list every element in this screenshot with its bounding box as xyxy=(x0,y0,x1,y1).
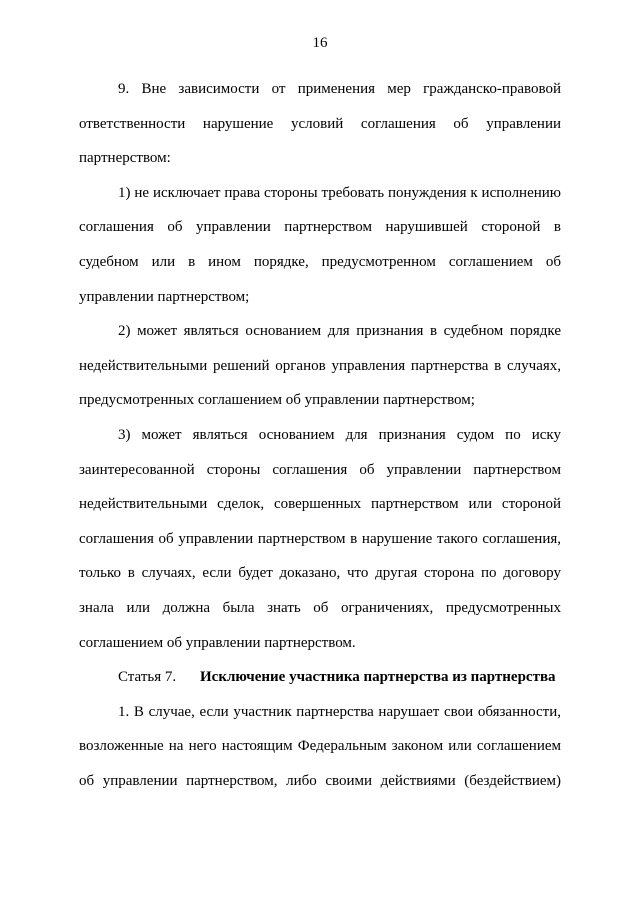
paragraph-9: 9. Вне зависимости от применения мер гражданско-правовой ответственности нарушение условий соглашения об управлении партнерством: xyxy=(79,81,561,167)
article-title: Исключение участника партнерства из партнерства xyxy=(200,669,556,686)
paragraph-9-item-1: 1) не исключает права стороны требовать понуждения к исполнению соглашения об управлении партнерством нарушившей стороной в судебном или в ином порядке, предусмотренном соглашением об управлении партнерством; xyxy=(79,184,561,305)
article-heading xyxy=(79,660,561,695)
paragraph-9-item-3: 3) может являться основанием для признания судом по иску заинтересованной стороны соглашения об управлении партнерством недействительными сделок, совершенных партнерством или стороной соглашения об управлении партнерством в нарушение такого соглашения, только в случаях, если будет доказано, что другая сторона по договору знала или должна была знать об ограничениях, предусмотренных соглашением об управлении партнерством. xyxy=(79,426,561,651)
paragraph-9-item-2: 2) может являться основанием для признания в судебном порядке недействительными решений органов управления партнерства в случаях, предусмотренных соглашением об управлении партнерством; xyxy=(79,323,561,409)
article-label: Статья 7. xyxy=(118,669,177,686)
page-number: 16 xyxy=(312,35,328,51)
document-body xyxy=(79,72,561,798)
article-7-paragraph-1: 1. В случае, если участник партнерства нарушает свои обязанности, возложенные на него настоящим Федеральным законом или соглашением об управлении партнерством, либо своими действиями (бездействием) xyxy=(79,703,561,789)
